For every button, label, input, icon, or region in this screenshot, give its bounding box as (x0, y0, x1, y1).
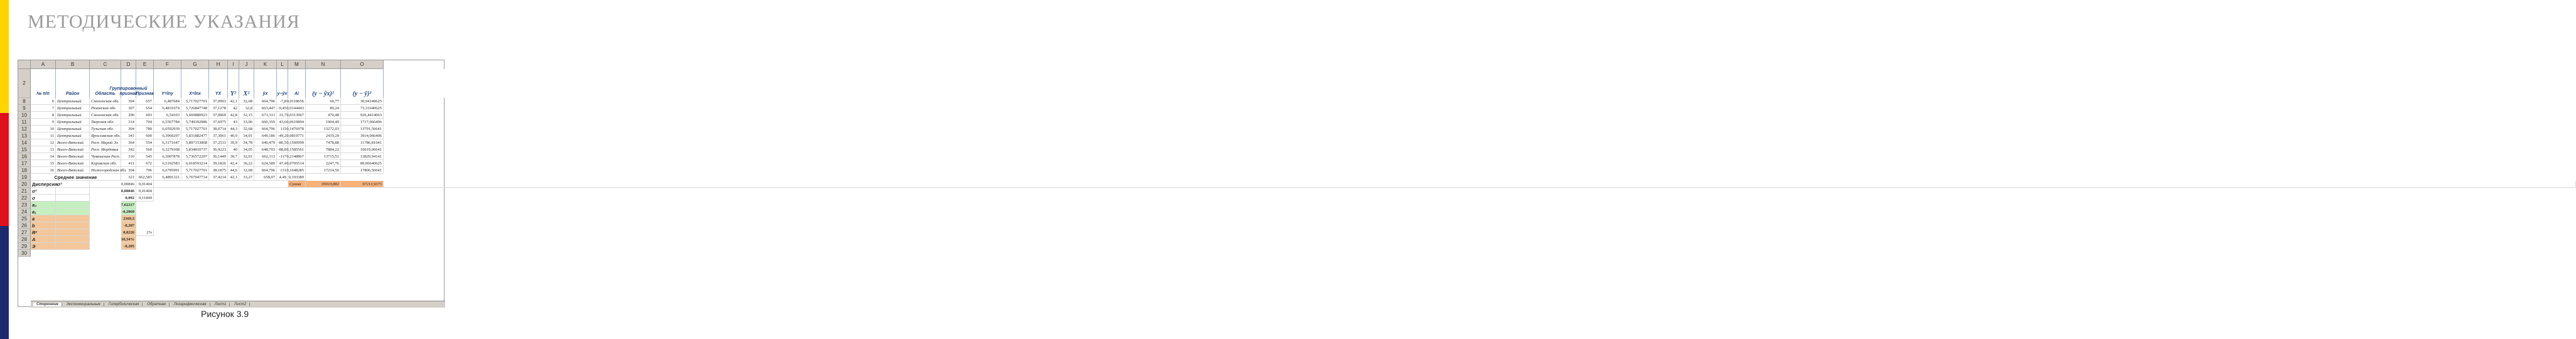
table-cell[interactable]: 5,717027701 (181, 167, 209, 174)
row-header[interactable]: 19 (18, 174, 31, 181)
table-cell[interactable] (56, 202, 90, 208)
table-cell[interactable]: 704 (136, 119, 154, 126)
table-cell[interactable] (56, 195, 90, 202)
table-cell[interactable]: 6,4831074 (154, 105, 181, 112)
table-cell[interactable]: 7 (31, 105, 56, 112)
table-cell[interactable]: 34,78 (239, 139, 254, 146)
table-cell[interactable]: 7478,88 (306, 139, 341, 146)
header-cell: (y − ŷx)² (306, 69, 341, 98)
sheet-tab-bar (31, 301, 445, 308)
header-cell: Ai (288, 69, 306, 98)
table-cell[interactable]: 115 (277, 126, 288, 132)
table-cell[interactable]: 672 (136, 160, 154, 167)
table-cell[interactable]: 2169,3 (121, 215, 136, 222)
row-header[interactable]: 9 (18, 105, 31, 112)
row-header[interactable]: 27 (18, 229, 31, 236)
row-header[interactable]: 8 (18, 98, 31, 105)
corner-cell[interactable] (18, 60, 31, 69)
table-cell[interactable]: Респ. Марий Эл (90, 139, 121, 146)
table-cell[interactable]: 0,00846 (121, 188, 136, 195)
row-header[interactable]: 10 (18, 112, 31, 119)
table-cell[interactable]: 5,717027701 (181, 126, 209, 132)
header-cell: № п/п (31, 69, 56, 98)
table-cell[interactable]: 0,01404 (136, 181, 154, 188)
table-cell[interactable]: 926,4414063 (341, 112, 384, 119)
table-cell[interactable]: 6 (31, 98, 56, 105)
sheet-tab[interactable]: Гиперболическая (105, 303, 143, 306)
table-cell[interactable]: 21,7 (277, 112, 288, 119)
table-cell[interactable]: 32,68 (239, 126, 254, 132)
table-cell[interactable]: 342 (121, 146, 136, 153)
row-header[interactable]: 16 (18, 153, 31, 160)
table-cell[interactable]: 16 (31, 167, 56, 174)
table-cell[interactable]: 654 (136, 105, 154, 112)
table-cell[interactable]: 310 (121, 153, 136, 160)
table-cell[interactable]: 95019,882 (306, 181, 341, 188)
table-cell[interactable]: 664,796 (254, 98, 277, 105)
accent-stripe-yellow (0, 0, 9, 113)
table-cell[interactable]: 13791,56641 (341, 126, 384, 132)
table-cell[interactable]: 321 (121, 174, 136, 181)
table-cell[interactable]: Ярославская обл. (90, 132, 121, 139)
header-cell: Группировочный признак (121, 69, 136, 98)
table-cell[interactable]: 32,68 (239, 167, 254, 174)
row-header[interactable]: 2 (18, 69, 31, 98)
header-cell: YX (209, 69, 228, 98)
table-cell[interactable]: 37,0903 (209, 98, 228, 105)
column-header[interactable]: K (254, 60, 277, 69)
table-cell[interactable]: 0,092 (121, 195, 136, 202)
table-cell[interactable]: 0,1585561 (288, 146, 306, 153)
table-cell[interactable]: 0,103389 (288, 174, 306, 181)
spreadsheet (18, 60, 445, 307)
accent-stripe-red (0, 113, 9, 226)
header-cell: X=lnx (181, 69, 209, 98)
table-cell[interactable]: Смоленская обл. (90, 98, 121, 105)
table-cell[interactable]: 0,1648285 (288, 167, 306, 174)
table-cell[interactable]: 89,24 (306, 105, 341, 112)
table-cell[interactable]: 0,0226 (121, 229, 136, 236)
table-cell[interactable]: 34,05 (239, 146, 254, 153)
table-cell[interactable]: Э (31, 243, 56, 250)
table-cell[interactable]: 693 (136, 112, 154, 119)
table-cell[interactable]: 42,1 (228, 98, 239, 105)
table-cell[interactable]: 39,7 (228, 153, 239, 160)
table-cell[interactable]: 2% (136, 229, 154, 236)
header-cell: Y=lny (154, 69, 181, 98)
table-cell[interactable]: 5,736572297 (181, 153, 209, 160)
table-cell[interactable]: 6,6592939 (154, 126, 181, 132)
table-cell[interactable]: Тульская обл. (90, 126, 121, 132)
table-cell[interactable]: 13272,03 (306, 126, 341, 132)
row-header[interactable]: 12 (18, 126, 31, 132)
table-cell[interactable]: 6,6795991 (154, 167, 181, 174)
table-cell[interactable]: 14 (31, 153, 56, 160)
table-cell[interactable]: 0,2148867 (288, 153, 306, 160)
table-cell[interactable]: 0,1560999 (288, 139, 306, 146)
table-cell[interactable]: 42,1 (228, 174, 239, 181)
table-cell[interactable]: 0,0705514 (288, 160, 306, 167)
table-cell[interactable]: Среднее значение (31, 174, 121, 181)
table-cell[interactable]: Центральный (56, 112, 90, 119)
table-cell[interactable]: Рязанская обл. (90, 105, 121, 112)
table-cell[interactable]: 39,1826 (209, 160, 228, 167)
row-header[interactable]: 23 (18, 202, 31, 208)
table-cell[interactable]: 13715,51 (306, 153, 341, 160)
table-cell[interactable]: 304 (121, 167, 136, 174)
row-header[interactable]: 26 (18, 222, 31, 229)
table-cell[interactable]: 13 (31, 146, 56, 153)
table-cell[interactable]: 2419,29 (306, 132, 341, 139)
table-cell[interactable]: 131 (277, 167, 288, 174)
table-cell[interactable]: 5,897153868 (181, 139, 209, 146)
sheet-tab[interactable]: Лист2 (231, 303, 250, 306)
table-cell[interactable]: 97213,9375 (341, 181, 384, 188)
row-header[interactable]: 11 (18, 119, 31, 126)
table-cell[interactable]: 7,62217 (121, 202, 136, 208)
table-cell[interactable]: 39,9 (228, 139, 239, 146)
row-header[interactable]: 25 (18, 215, 31, 222)
row-header[interactable]: 28 (18, 236, 31, 243)
table-cell[interactable]: 37,1278 (209, 105, 228, 112)
table-cell[interactable]: 47,4 (277, 160, 288, 167)
table-cell[interactable]: 290 (121, 112, 136, 119)
table-cell[interactable]: 658,07 (254, 174, 277, 181)
table-cell[interactable]: 6,3171647 (154, 139, 181, 146)
table-cell[interactable]: 7884,22 (306, 146, 341, 153)
table-cell[interactable]: 796 (136, 167, 154, 174)
table-cell[interactable]: 33,27 (239, 174, 254, 181)
table-cell[interactable]: 37,3061 (209, 132, 228, 139)
table-cell[interactable] (56, 243, 90, 250)
column-header[interactable]: O (341, 60, 384, 69)
table-cell[interactable]: 5,767047714 (181, 174, 209, 181)
table-cell[interactable]: 13820,94141 (341, 153, 384, 160)
table-cell[interactable]: 15 (31, 160, 56, 167)
header-cell: Y² (228, 69, 239, 98)
table-cell[interactable]: Чувашская Респ. (90, 153, 121, 160)
table-cell[interactable]: 5,717027701 (181, 98, 209, 105)
table-cell[interactable]: 662,583 (136, 174, 154, 181)
table-cell[interactable]: 664,796 (254, 126, 277, 132)
table-cell[interactable]: 36,1449 (209, 153, 228, 160)
accent-stripe-blue (0, 226, 9, 339)
table-cell[interactable]: 6,3279368 (154, 146, 181, 153)
table-cell[interactable]: -117 (277, 153, 288, 160)
table-cell[interactable]: 36,9223 (209, 146, 228, 153)
table-cell[interactable]: 60,77 (306, 98, 341, 105)
table-cell[interactable]: -86,5 (277, 139, 288, 146)
table-cell[interactable]: Центральный (56, 98, 90, 105)
table-cell[interactable]: 10619,06641 (341, 146, 384, 153)
column-header[interactable]: J (239, 60, 254, 69)
table-cell[interactable]: 37,0869 (209, 112, 228, 119)
sheet-tab[interactable]: Лист1 (212, 303, 230, 306)
column-header[interactable]: L (277, 60, 288, 69)
table-cell[interactable] (56, 229, 90, 236)
table-cell[interactable]: -88,8 (277, 146, 288, 153)
header-cell: ŷx (254, 69, 277, 98)
table-cell[interactable]: Волго-Вятский (56, 160, 90, 167)
table-cell[interactable]: 34,01 (239, 132, 254, 139)
column-header[interactable]: F (154, 60, 181, 69)
table-cell[interactable]: 660,359 (254, 119, 277, 126)
row-header[interactable]: 30 (18, 250, 31, 257)
table-cell[interactable]: Волго-Вятский (56, 153, 90, 160)
table-cell[interactable]: 0,0144443 (288, 105, 306, 112)
table-cell[interactable]: 6,4891321 (154, 174, 181, 181)
table-cell[interactable]: 0,00846 (121, 181, 136, 188)
row-header[interactable]: 29 (18, 243, 31, 250)
header-cell: Область (90, 69, 121, 98)
table-cell[interactable]: 671,311 (254, 112, 277, 119)
table-cell[interactable]: 0,11849 (136, 195, 154, 202)
table-cell[interactable]: σ (31, 195, 56, 202)
table-cell[interactable]: 38,1875 (209, 167, 228, 174)
table-cell[interactable]: 38,0714 (209, 126, 228, 132)
table-cell[interactable]: b (31, 222, 56, 229)
table-cell[interactable]: -9,45 (277, 105, 288, 112)
table-cell[interactable] (56, 215, 90, 222)
table-cell[interactable]: 1717,066406 (341, 119, 384, 126)
table-cell[interactable]: 32,91 (239, 153, 254, 160)
table-cell[interactable]: Респ. Мордовия (90, 146, 121, 153)
table-cell[interactable] (56, 236, 90, 243)
table-cell[interactable]: 10 (31, 126, 56, 132)
table-cell[interactable]: 5,749392986 (181, 119, 209, 126)
table-cell[interactable]: 8 (31, 112, 56, 119)
table-cell[interactable]: 2247,76 (306, 160, 341, 167)
table-cell[interactable]: 32,68 (239, 98, 254, 105)
row-header[interactable]: 24 (18, 208, 31, 215)
table-cell[interactable]: 6,018593214 (181, 160, 209, 167)
table-cell[interactable]: 560 (136, 146, 154, 153)
table-cell[interactable]: 32,8 (239, 105, 254, 112)
column-header[interactable]: C (90, 60, 121, 69)
table-cell[interactable]: 663,447 (254, 105, 277, 112)
table-cell[interactable]: -49,2 (277, 132, 288, 139)
table-cell[interactable] (56, 188, 90, 195)
table-cell[interactable]: 307 (121, 105, 136, 112)
row-header[interactable]: 14 (18, 139, 31, 146)
table-cell[interactable]: A (31, 236, 56, 243)
table-cell[interactable]: 12 (31, 139, 56, 146)
table-cell[interactable]: 10,34% (121, 236, 136, 243)
table-cell[interactable]: Тверская обл. (90, 119, 121, 126)
column-header[interactable]: M (288, 60, 306, 69)
table-cell[interactable]: -0,2069 (121, 208, 136, 215)
table-cell[interactable]: 657 (136, 98, 154, 105)
table-cell[interactable]: 6,3969297 (154, 132, 181, 139)
table-cell[interactable]: 43,6 (277, 119, 288, 126)
table-cell[interactable]: 545 (136, 153, 154, 160)
table-cell[interactable]: Кировская обл. (90, 160, 121, 167)
table-cell[interactable]: R² (31, 229, 56, 236)
column-header[interactable]: G (181, 60, 209, 69)
table-cell[interactable]: Смоленская обл. (90, 112, 121, 119)
table-cell[interactable]: Центральный (56, 126, 90, 132)
table-cell[interactable]: 36,22 (239, 160, 254, 167)
table-cell[interactable]: -0,205 (121, 243, 136, 250)
table-cell[interactable] (56, 208, 90, 215)
row-header[interactable]: 22 (18, 195, 31, 202)
table-cell[interactable]: σ² (56, 181, 90, 188)
column-header[interactable]: B (56, 60, 90, 69)
header-cell: Район (56, 69, 90, 98)
table-cell[interactable]: 364 (121, 139, 136, 146)
table-cell[interactable]: 9 (31, 119, 56, 126)
table-cell[interactable]: Волго-Вятский (56, 167, 90, 174)
column-header[interactable]: A (31, 60, 56, 69)
table-cell[interactable]: Волго-Вятский (56, 146, 90, 153)
table-cell[interactable]: 640,479 (254, 139, 277, 146)
table-cell[interactable]: 5,669880923 (181, 112, 209, 119)
table-cell[interactable]: 6,3007878 (154, 153, 181, 160)
table-cell[interactable] (56, 222, 90, 229)
table-cell[interactable]: 664,796 (254, 167, 277, 174)
table-cell[interactable]: 3914,066406 (341, 132, 384, 139)
table-cell[interactable]: 5,834810737 (181, 146, 209, 153)
sheet-tab[interactable]: Обратная (144, 303, 170, 306)
table-cell[interactable]: -7,8 (277, 98, 288, 105)
row-header[interactable]: 15 (18, 146, 31, 153)
table-cell[interactable]: Нижегородская обл. (90, 167, 121, 174)
table-cell[interactable]: 32,15 (239, 112, 254, 119)
table-cell[interactable]: 4,49 (277, 174, 288, 181)
table-cell[interactable]: 304 (121, 98, 136, 105)
table-cell[interactable]: a₁ (31, 208, 56, 215)
table-cell[interactable]: a₀ (31, 202, 56, 208)
table-cell[interactable]: 648,793 (254, 146, 277, 153)
table-cell[interactable]: 11 (31, 132, 56, 139)
table-cell[interactable]: 624,589 (254, 160, 277, 167)
table-cell[interactable]: 411 (121, 160, 136, 167)
table-cell[interactable]: 0,0118656 (288, 98, 306, 105)
table-cell[interactable]: 89,06640625 (341, 160, 384, 167)
table-cell[interactable]: 17214,56 (306, 167, 341, 174)
sheet-tab[interactable]: Логарифмическая (171, 303, 210, 306)
table-cell[interactable]: Центральный (56, 119, 90, 126)
column-header[interactable]: H (209, 60, 228, 69)
sheet-tab[interactable]: Сторонние (33, 303, 62, 306)
table-cell[interactable]: 341 (121, 132, 136, 139)
table-cell[interactable]: Волго-Вятский (56, 139, 90, 146)
table-cell[interactable]: a (31, 215, 56, 222)
table-cell[interactable]: 0,0619894 (288, 119, 306, 126)
sheet-tab[interactable]: Экспоненциальные (63, 303, 104, 306)
table-cell[interactable]: 780 (136, 126, 154, 132)
table-cell[interactable]: 600 (136, 132, 154, 139)
header-cell: (y − ȳ)² (341, 69, 384, 98)
slide-title: МЕТОДИЧЕСКИЕ УКАЗАНИЯ (28, 11, 300, 32)
table-cell[interactable]: 40,9 (228, 132, 239, 139)
table-cell[interactable]: 40 (228, 146, 239, 153)
table-cell[interactable]: 42 (228, 105, 239, 112)
table-cell[interactable]: Центральный (56, 105, 90, 112)
table-cell[interactable]: 37,6975 (209, 119, 228, 126)
table-cell[interactable]: 17806,56641 (341, 167, 384, 174)
table-cell[interactable]: 0,01404 (136, 188, 154, 195)
table-cell[interactable]: 470,48 (306, 112, 341, 119)
row-header[interactable]: 18 (18, 167, 31, 174)
table-cell[interactable]: 44,6 (228, 167, 239, 174)
table-cell[interactable]: 304 (121, 126, 136, 132)
column-header[interactable]: E (136, 60, 154, 69)
table-cell[interactable]: σ² (31, 188, 56, 195)
table-cell[interactable]: 6,54103 (154, 112, 181, 119)
table-cell[interactable]: Сумма (288, 181, 306, 188)
table-cell[interactable]: 5,831882477 (181, 132, 209, 139)
table-cell[interactable]: 0,0819771 (288, 132, 306, 139)
column-header[interactable]: I (228, 60, 239, 69)
row-header[interactable]: 17 (18, 160, 31, 167)
figure-caption: Рисунок 3.9 (201, 309, 249, 319)
table-cell[interactable]: 6,5567784 (154, 119, 181, 126)
table-cell[interactable]: 37,4214 (209, 174, 228, 181)
table-cell[interactable]: -0,207 (121, 222, 136, 229)
table-cell[interactable]: 6,5102583 (154, 160, 181, 167)
table-cell[interactable]: Дисперсия (31, 181, 2576, 188)
table-cell[interactable]: 43 (228, 119, 239, 126)
row-header[interactable]: 20 (18, 181, 31, 188)
header-cell: Признак (136, 69, 154, 98)
row-header[interactable]: 13 (18, 132, 31, 139)
table-cell[interactable]: 37,2533 (209, 139, 228, 146)
column-header[interactable]: D (121, 60, 136, 69)
table-cell[interactable]: 0,1476978 (288, 126, 306, 132)
table-cell[interactable]: 44,3 (228, 126, 239, 132)
table-cell[interactable]: 5,726847748 (181, 105, 209, 112)
table-cell[interactable]: 662,113 (254, 153, 277, 160)
table-cell[interactable]: 649,186 (254, 132, 277, 139)
row-header[interactable]: 21 (18, 188, 31, 195)
table-cell[interactable]: 1904,49 (306, 119, 341, 126)
table-cell[interactable]: Центральный (56, 132, 90, 139)
table-cell[interactable]: 554 (136, 139, 154, 146)
column-header[interactable]: N (306, 60, 341, 69)
table-cell[interactable]: 33,06 (239, 119, 254, 126)
header-cell: y−ŷx (277, 69, 288, 98)
table-cell[interactable]: 11786,81641 (341, 139, 384, 146)
table-cell[interactable]: 42,8 (228, 112, 239, 119)
table-cell[interactable]: 314 (121, 119, 136, 126)
table-cell[interactable]: 30,94140625 (341, 98, 384, 105)
table-cell[interactable]: 0,0313967 (288, 112, 306, 119)
table-cell[interactable]: 42,4 (228, 160, 239, 167)
table-cell[interactable]: 6,487684 (154, 98, 181, 105)
header-cell: X² (239, 69, 254, 98)
table-cell[interactable]: 73,31640625 (341, 105, 384, 112)
